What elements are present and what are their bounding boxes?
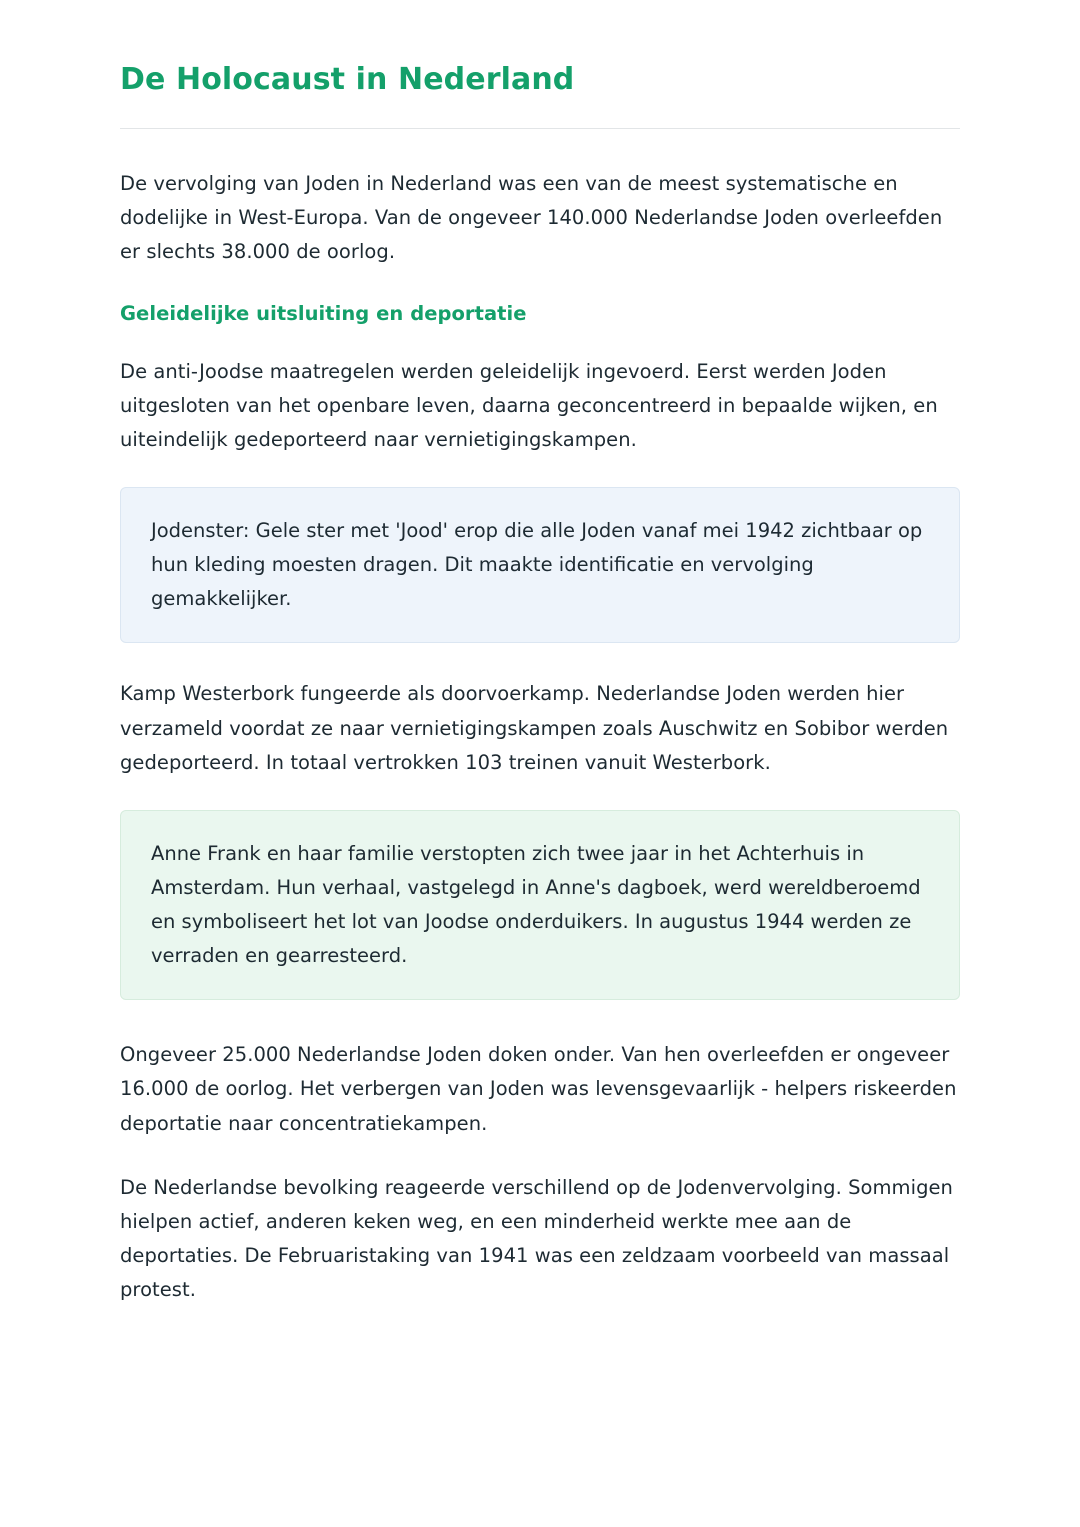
- paragraph-onderduikers: Ongeveer 25.000 Nederlandse Joden doken onder. Van hen overleefden er ongeveer 16.000 de oorlog. Het verbergen van Joden was levensgevaarlijk - helpers riskeerden deportatie naar concentratiekampen.: [120, 1043, 957, 1135]
- paragraph-maatregelen: De anti-Joodse maatregelen werden geleidelijk ingevoerd. Eerst werden Joden uitgesloten van het openbare leven, daarna geconcentreerd in bepaalde wijken, en uiteindelijk gedeporteerd naar vernietigingskampen.: [120, 359, 938, 451]
- callout-jodenster: [120, 487, 960, 643]
- paragraph-bevolking: De Nederlandse bevolking reageerde verschillend op de Jodenvervolging. Sommigen hielpen actief, anderen keken weg, en een minderheid werkte mee aan de deportaties. De Februaristaking van 1941 was een zeldzaam voorbeeld van massaal protest.: [120, 1175, 953, 1301]
- intro-paragraph: De vervolging van Joden in Nederland was een van de meest systematische en dodelijke in West-Europa. Van de ongeveer 140.000 Nederlandse Joden overleefden er slechts 38.000 de oorlog.: [120, 172, 943, 264]
- page-title: De Holocaust in Nederland: [120, 62, 575, 97]
- paragraph-westerbork: Kamp Westerbork fungeerde als doorvoerkamp. Nederlandse Joden werden hier verzameld voordat ze naar vernietigingskampen zoals Auschwitz en Sobibor werden gedeporteerd. In totaal vertrokken 103 treinen vanuit Westerbork.: [120, 682, 949, 774]
- callout-anne-frank: [120, 810, 960, 1001]
- title-divider: [120, 128, 960, 129]
- section-heading-uitsluiting-deportatie: Geleidelijke uitsluiting en deportatie: [120, 302, 527, 326]
- callout-jodenster-text: Jodenster: Gele ster met 'Jood' erop die alle Joden vanaf mei 1942 zichtbaar op hun kleding moesten dragen. Dit maakte identificatie en vervolging gemakkelijker.: [151, 519, 923, 611]
- callout-anne-frank-text: Anne Frank en haar familie verstopten zich twee jaar in het Achterhuis in Amsterdam. Hun verhaal, vastgelegd in Anne's dagboek, werd wereldberoemd en symboliseert het lot van Joodse onderduikers. In augustus 1944 werden ze verraden en gearresteerd.: [151, 841, 921, 968]
